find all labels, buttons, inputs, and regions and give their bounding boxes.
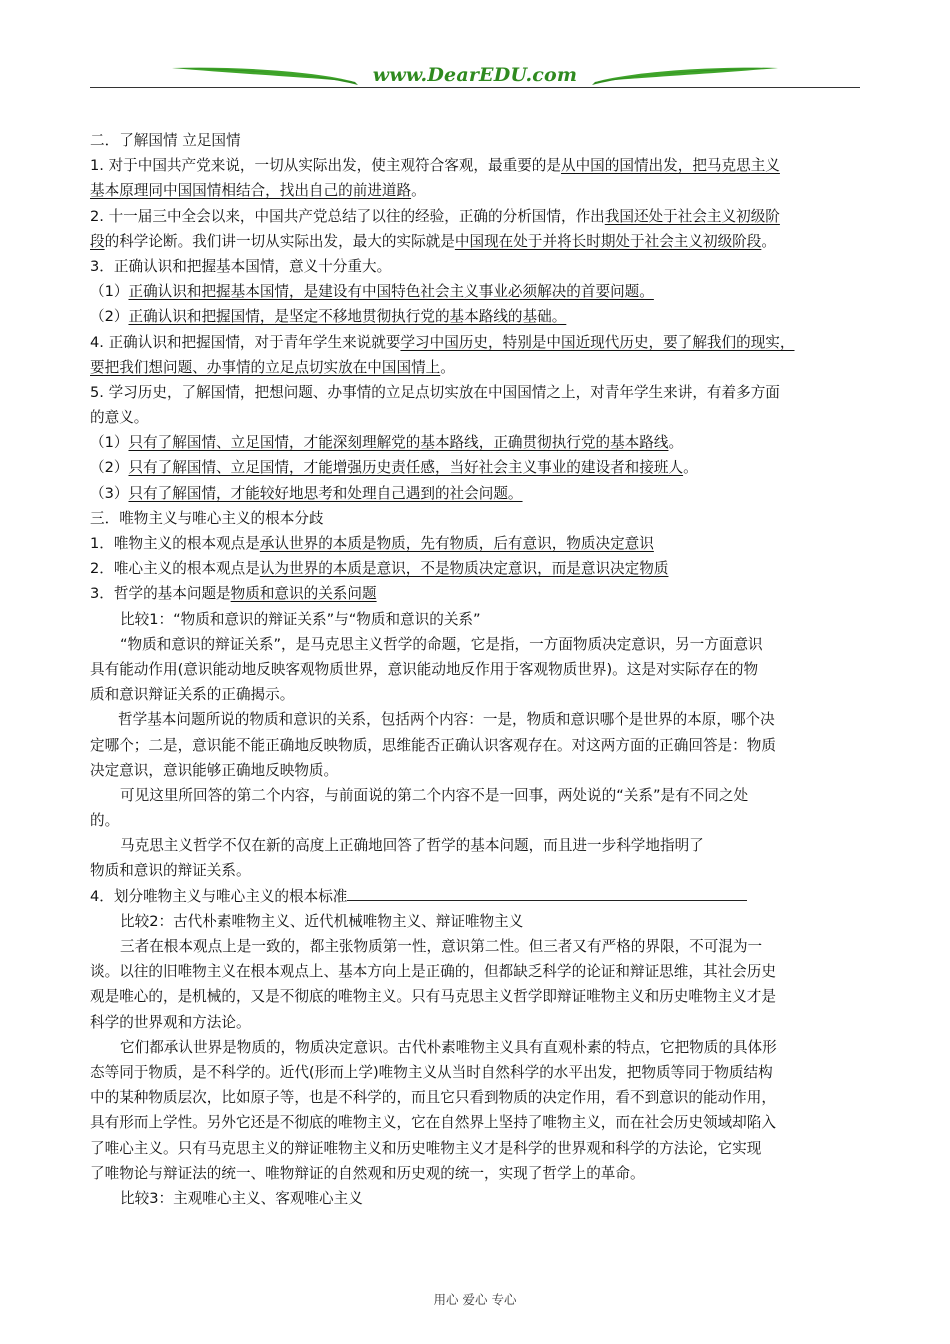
underlined-key-phrase: 中国现在处于并将长时期处于社会主义初级阶段 [454,232,762,250]
text-segment: 可见这里所回答的第二个内容，与前面说的第二个内容不是一回事，两处说的“关系”是有不同之处 [120,786,749,804]
text-segment: 三．唯物主义与唯心主义的根本分歧 [90,509,324,527]
text-segment: 2．唯心主义的根本观点是 [90,560,260,578]
text-line [90,783,862,808]
text-segment: 二．了解国情 立足国情 [90,132,241,149]
header-banner [90,58,860,94]
text-line [90,733,862,758]
text-line [90,355,862,380]
underlined-key-phrase: 段 [90,232,105,250]
text-segment: 谈。以往的旧唯物主义在根本观点上、基本方向上是正确的，但都缺乏科学的论证和辩证思维，其社会历史 [90,963,776,981]
underlined-key-phrase: 正确认识和把握国情，是坚定不移地贯彻执行党的基本路线的基础。 [128,308,567,326]
text-line [90,984,862,1009]
text-line [90,1035,862,1060]
text-line [90,632,862,657]
text-segment: 比较3：主观唯心主义、客观唯心主义 [120,1189,363,1207]
text-segment: 比较2：古代朴素唯物主义、近代机械唯物主义、辩证唯物主义 [120,912,524,930]
text-line [90,682,862,707]
text-segment: 它们都承认世界是物质的，物质决定意识。古代朴素唯物主义具有直观朴素的特点，它把物质的具体形 [120,1038,777,1056]
text-line [90,455,862,480]
text-segment: 态等同于物质，是不科学的。近代(形而上学)唯物主义从当时自然科学的水平出发，把物质等同于物质结构 [90,1063,773,1081]
text-line [90,1060,862,1085]
text-line [90,581,862,606]
underlined-key-phrase: 认为世界的本质是意识，不是物质决定意识，而是意识决定物质 [259,560,669,578]
text-segment: 3．哲学的基本问题是 [90,585,231,603]
text-segment: 质和意识辩证关系的正确揭示。 [90,686,295,704]
text-line [90,506,862,531]
text-line [90,430,862,455]
underlined-key-phrase: 只有了解国情、立足国情，才能深刻理解党的基本路线，正确贯彻执行党的基本路线 [128,434,669,452]
text-line [90,279,862,304]
site-logo-text: www.DearEDU.com [372,64,578,86]
text-segment: 4．划分唯物主义与唯心主义的根本标准 [90,887,348,905]
text-line [90,128,862,153]
underlined-key-phrase: 只有了解国情、立足国情，才能增强历史责任感，当好社会主义事业的建设者和接班人 [128,459,684,477]
text-segment: 定哪个；二是，意识能不能正确地反映物质，思维能否正确认识客观存在。对这两方面的正确回答是：物质 [90,736,776,754]
underlined-key-phrase: 物质和意识的关系问题 [230,585,377,603]
text-segment: 。 [668,434,684,452]
text-segment: 的。 [90,812,120,830]
text-segment: 具有能动作用(意识能动地反映客观物质世界，意识能动地反作用于客观物质世界)。这是对实际存在的物 [90,660,759,678]
underlined-key-phrase: 从中国的国情出发，把马克思主义 [560,157,780,175]
text-line [90,229,862,254]
text-line [90,330,862,355]
text-segment: 中的某种物质层次，比如原子等，也是不科学的，而且它只看到物质的决定作用，看不到意识的能动作用， [90,1089,776,1107]
text-segment: 2. 十一届三中全会以来，中国共产党总结了以往的经验，正确的分析国情，作出 [90,207,605,225]
text-segment: 的意义。 [90,409,149,427]
text-segment: 观是唯心的，是机械的，又是不彻底的唯物主义。只有马克思主义哲学即辩证唯物主义和历史唯物主义才是 [90,988,776,1006]
text-segment: 4. 正确认识和把握国情，对于青年学生来说就要 [90,333,401,351]
text-segment: 。 [411,182,426,200]
text-line [90,1186,862,1211]
text-line [90,909,862,934]
text-line [90,858,862,883]
text-line [90,531,862,556]
text-segment: 。 [761,232,776,250]
text-line [90,607,862,632]
underlined-key-phrase: 学习中国历史，特别是中国近现代历史，要了解我们的现实， [400,333,795,351]
text-line [90,934,862,959]
underlined-key-phrase: 承认世界的本质是物质，先有物质，后有意识，物质决定意识 [259,535,654,552]
text-segment: （2） [90,459,129,477]
underlined-key-phrase: 基本原理同中国国情相结合，找出自己的前进道路 [90,182,412,200]
text-segment: 具有形而上学性。另外它还是不彻底的唯物主义，它在自然界上坚持了唯物主义，而在社会历史领域却陷入 [90,1114,776,1132]
text-segment: 哲学基本问题所说的物质和意识的关系，包括两个内容：一是，物质和意识哪个是世界的本原，哪个决 [118,711,775,729]
text-segment: 5. 学习历史，了解国情，把想问题、办事情的立足点切实放在中国国情之上，对青年学生来讲，有着多方面 [90,383,780,401]
text-line [90,153,862,178]
text-segment: （2） [90,308,129,326]
header-rule [90,87,860,88]
text-segment: “物质和意识的辩证关系”，是马克思主义哲学的命题，它是指，一方面物质决定意识，另一方面意识 [120,635,763,653]
text-line [90,758,862,783]
text-segment: 比较1：“物质和意识的辩证关系”与“物质和意识的关系” [120,610,481,628]
text-segment: 1．唯物主义的根本观点是 [90,535,260,552]
underlined-key-phrase: 只有了解国情，才能较好地思考和处理自己遇到的社会问题。 [128,484,523,502]
page-footer: 用心 爱心 专心 [433,1292,517,1307]
text-line [90,254,862,279]
underlined-key-phrase: 要把我们想问题、办事情的立足点切实放在中国国情上 [90,358,441,376]
underlined-key-phrase: 正确认识和把握基本国情，是建设有中国特色社会主义事业必须解决的首要问题。 [128,283,654,301]
text-line [90,1085,862,1110]
document-body [90,128,862,1211]
text-segment: 了唯物论与辩证法的统一、唯物辩证的自然观和历史观的统一，实现了哲学上的革命。 [90,1164,645,1182]
text-segment: 科学的世界观和方法论。 [90,1013,251,1031]
text-line [90,304,862,329]
text-line [90,178,862,203]
text-line [90,657,862,682]
fill-in-blank [347,884,747,901]
text-line [90,1010,862,1035]
text-segment: 三者在根本观点上是一致的，都主张物质第一性，意识第二性。但三者又有严格的界限，不可混为一 [120,938,763,955]
text-segment: 。 [440,358,455,376]
text-segment: 决定意识，意识能够正确地反映物质。 [90,761,339,779]
text-segment: （3） [90,484,129,502]
text-line [90,556,862,581]
text-line [90,1110,862,1135]
text-line [90,884,862,909]
text-line [90,405,862,430]
text-segment: 3．正确认识和把握基本国情，意义十分重大。 [90,257,392,275]
text-segment: 马克思主义哲学不仅在新的高度上正确地回答了哲学的基本问题，而且进一步科学地指明了 [120,837,704,855]
text-line [90,959,862,984]
text-line [90,808,862,833]
text-line [90,380,862,405]
text-segment: 。 [683,459,698,477]
text-line [90,204,862,229]
text-segment: （1） [90,283,129,301]
text-line [90,1161,862,1186]
text-segment: （1） [90,434,129,452]
text-segment: 的科学论断。我们讲一切从实际出发，最大的实际就是 [104,232,455,250]
text-line [90,1136,862,1161]
text-line [90,481,862,506]
text-line [90,707,862,732]
text-segment: 了唯心主义。只有马克思主义的辩证唯物主义和历史唯物主义才是科学的世界观和科学的方法论，它实现 [90,1139,762,1157]
underlined-key-phrase: 我国还处于社会主义初级阶 [604,207,780,225]
text-segment: 1. 对于中国共产党来说，一切从实际出发，使主观符合客观，最重要的是 [90,157,561,175]
text-line [90,833,862,858]
text-segment: 物质和意识的辩证关系。 [90,862,251,880]
